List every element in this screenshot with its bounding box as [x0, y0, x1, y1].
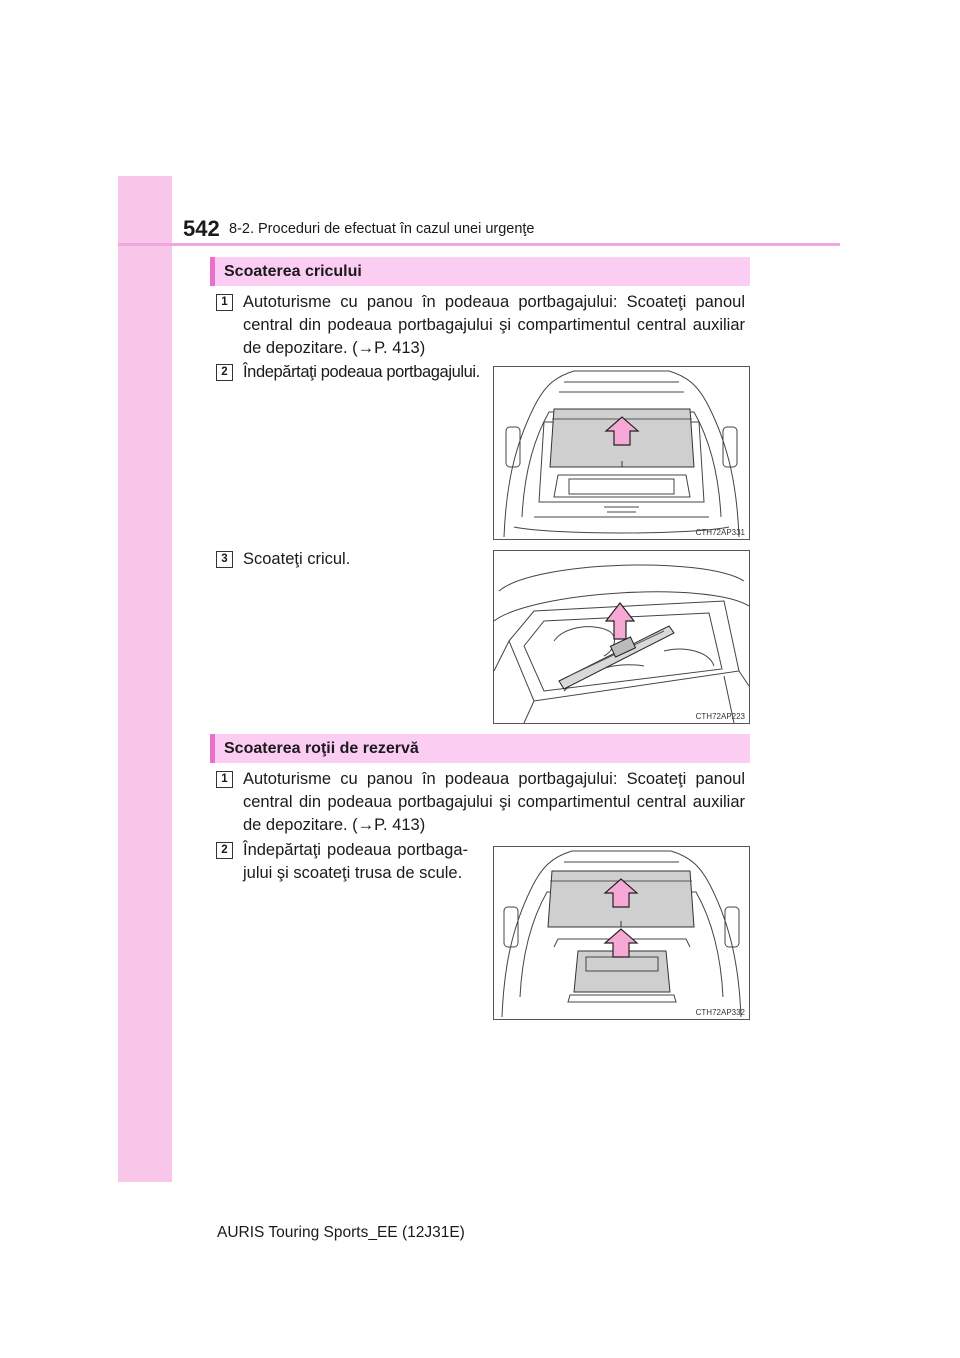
step-text: Scoateţi cricul. [243, 550, 351, 568]
figure-code: CTH72AP331 [695, 528, 745, 537]
step-number: 3 [216, 551, 233, 568]
step-text: Autoturisme cu panou în podeaua portbagajului: Scoateţi panoul central din podeaua portbagajului şi compartimentul central auxiliar de depozitare. (→P. 413) [243, 293, 745, 357]
header-rule [118, 243, 840, 246]
trunk-tool-kit-illustration [493, 846, 750, 1020]
chapter-title: 8-2. Proceduri de efectuat în cazul unei urgenţe [229, 221, 535, 237]
section-title-jack: Scoaterea cricului [210, 257, 750, 286]
step-number: 2 [216, 364, 233, 381]
step-number: 1 [216, 771, 233, 788]
trunk-tool-kit-drawing [494, 847, 749, 1019]
step-text: Autoturisme cu panou în podeaua portbagajului: Scoateţi panoul central din podeaua portbagajului şi compartimentul central auxiliar de depozitare. (→P. 413) [243, 770, 745, 834]
step-text: Îndepărtaţi podeaua portbagajului. [243, 363, 480, 381]
section-title-spare-wheel: Scoaterea roţii de rezervă [210, 734, 750, 763]
figure-code: CTH72AP223 [695, 712, 745, 721]
side-thumb-band [118, 176, 172, 1182]
step-number: 1 [216, 294, 233, 311]
lift-arrow-icon [606, 603, 634, 639]
jack-compartment-drawing [494, 551, 749, 723]
jack-compartment-illustration [493, 550, 750, 724]
footer-model: AURIS Touring Sports_EE (12J31E) [217, 1224, 465, 1241]
trunk-floor-illustration [493, 366, 750, 540]
step-text: Îndepărtaţi podeaua portbaga- jului şi scoateţi trusa de scule. [243, 841, 468, 882]
step-number: 2 [216, 842, 233, 859]
trunk-floor-drawing [494, 367, 749, 539]
page-number: 542 [183, 216, 220, 241]
figure-code: CTH72AP332 [695, 1008, 745, 1017]
